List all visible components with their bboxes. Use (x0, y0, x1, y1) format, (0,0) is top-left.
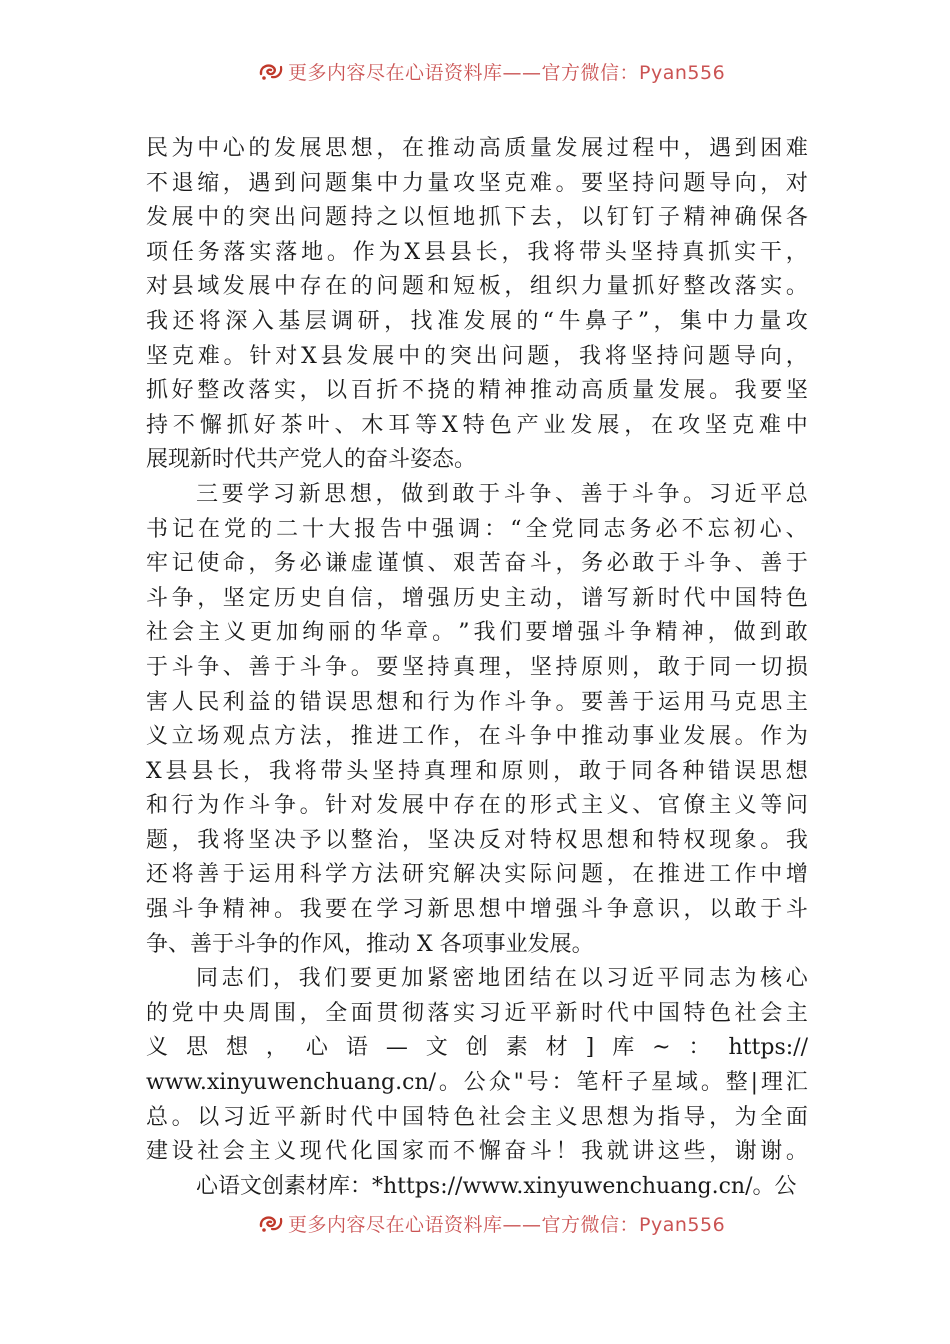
text-line: 坚 克 难 。 针 对 X 县 发 展 中 的 突 出 问 题 ， 我 将 坚 持 问 题 导 向 ， (146, 343, 808, 369)
swirl-logo-icon (258, 60, 284, 82)
watermark-footer (258, 1208, 738, 1238)
text-line: 总 。 以 习 近 平 新 时 代 中 国 特 色 社 会 主 义 思 想 为 指 导 ， 为 全 面 (146, 1104, 808, 1130)
text-line: 项 任 务 落 实 落 地 。 作 为 X 县 县 长 ， 我 将 带 头 坚 持 真 抓 实 干 ， (146, 239, 808, 265)
text-line: 建 设 社 会 主 义 现 代 化 国 家 而 不 懈 奋 斗 ！ 我 就 讲 这 些 ， 谢 谢 。 (146, 1139, 808, 1165)
text-line: 书 记 在 党 的 二 十 大 报 告 中 强 调 ： “ 全 党 同 志 务 必 不 忘 初 心 、 (146, 516, 808, 542)
text-line: 不 退 缩 ， 遇 到 问 题 集 中 力 量 攻 坚 克 难 。 要 坚 持 问 题 导 向 ， 对 (146, 170, 808, 196)
swirl-logo-icon (258, 1212, 284, 1234)
text-line: 义 思 想 ， 心 语 — 文 创 素 材 ] 库 ~ ： https:// (146, 1035, 808, 1061)
text-line: 抓 好 整 改 落 实 ， 以 百 折 不 挠 的 精 神 推 动 高 质 量 发 展 。 我 要 坚 (146, 378, 808, 404)
text-line: 和 行 为 作 斗 争 。 针 对 发 展 中 存 在 的 形 式 主 义 、 官 僚 主 义 等 问 (146, 793, 808, 819)
text-line: 的 党 中 央 周 围 ， 全 面 贯 彻 落 实 习 近 平 新 时 代 中 国 特 色 社 会 主 (146, 1000, 808, 1026)
text-line: 展现新时代共产党人的奋斗姿态。 (146, 447, 477, 473)
text-line: X 县 县 长 ， 我 将 带 头 坚 持 真 理 和 原 则 ， 敢 于 同 各 种 错 误 思 想 (146, 758, 808, 784)
text-line: 发 展 中 的 突 出 问 题 持 之 以 恒 地 抓 下 去 ， 以 钉 钉 子 精 神 确 保 各 (146, 205, 808, 231)
text-line: 义 立 场 观 点 方 法 ， 推 进 工 作 ， 在 斗 争 中 推 动 事 业 发 展 。 作 为 (146, 724, 808, 750)
text-line: 我 还 将 深 入 基 层 调 研 ， 找 准 发 展 的 “ 牛 鼻 子 ” ， 集 中 力 量 攻 (146, 308, 808, 334)
watermark-text: 更多内容尽在心语资料库——官方微信：Pyan556 (288, 1213, 726, 1236)
text-line: 于 斗 争 、 善 于 斗 争 。 要 坚 持 真 理 ， 坚 持 原 则 ， 敢 于 同 一 切 损 (146, 654, 808, 680)
text-line: 争、善于斗争的作风，推动 X 各项事业发展。 (146, 931, 594, 957)
text-line: 题 ， 我 将 坚 决 予 以 整 治 ， 坚 决 反 对 特 权 思 想 和 特 权 现 象 。 我 (146, 827, 808, 853)
document-body (146, 132, 808, 1204)
text-line: 民 为 中 心 的 发 展 思 想 ， 在 推 动 高 质 量 发 展 过 程 中 ， 遇 到 困 难 (146, 136, 808, 161)
text-line: 同 志 们 ， 我 们 要 更 加 紧 密 地 团 结 在 以 习 近 平 同 志 为 核 心 (196, 966, 808, 992)
text-line: 对 县 域 发 展 中 存 在 的 问 题 和 短 板 ， 组 织 力 量 抓 好 整 改 落 实 。 (146, 274, 808, 300)
text-line: www.xinyuwenchuang.cn/ 。 公 众 " 号 ： 笔 杆 子 星 域 。 整 | 理 汇 (146, 1070, 808, 1096)
text-line: 害 人 民 利 益 的 错 误 思 想 和 行 为 作 斗 争 。 要 善 于 运 用 马 克 思 主 (146, 689, 808, 715)
watermark-header (258, 56, 738, 86)
text-line: 持 不 懈 抓 好 茶 叶 、 木 耳 等 X 特 色 产 业 发 展 ， 在 攻 坚 克 难 中 (146, 412, 808, 438)
text-line: 还 将 善 于 运 用 科 学 方 法 研 究 解 决 实 际 问 题 ， 在 推 进 工 作 中 增 (146, 862, 808, 888)
text-line: 牢 记 使 命 ， 务 必 谦 虚 谨 慎 、 艰 苦 奋 斗 ， 务 必 敢 于 斗 争 、 善 于 (146, 551, 808, 577)
text-line: 心语文创素材库：*https://www.xinyuwenchuang.cn/。公 (196, 1173, 797, 1199)
watermark-text: 更多内容尽在心语资料库——官方微信：Pyan556 (288, 61, 726, 84)
text-line: 斗 争 ， 坚 定 历 史 自 信 ， 增 强 历 史 主 动 ， 谱 写 新 时 代 中 国 特 色 (146, 585, 808, 611)
text-line: 三 要 学 习 新 思 想 ， 做 到 敢 于 斗 争 、 善 于 斗 争 。 习 近 平 总 (196, 481, 808, 507)
text-line: 社 会 主 义 更 加 绚 丽 的 华 章 。 ” 我 们 要 增 强 斗 争 精 神 ， 做 到 敢 (146, 620, 808, 646)
text-line: 强 斗 争 精 神 。 我 要 在 学 习 新 思 想 中 增 强 斗 争 意 识 ， 以 敢 于 斗 (146, 897, 808, 923)
